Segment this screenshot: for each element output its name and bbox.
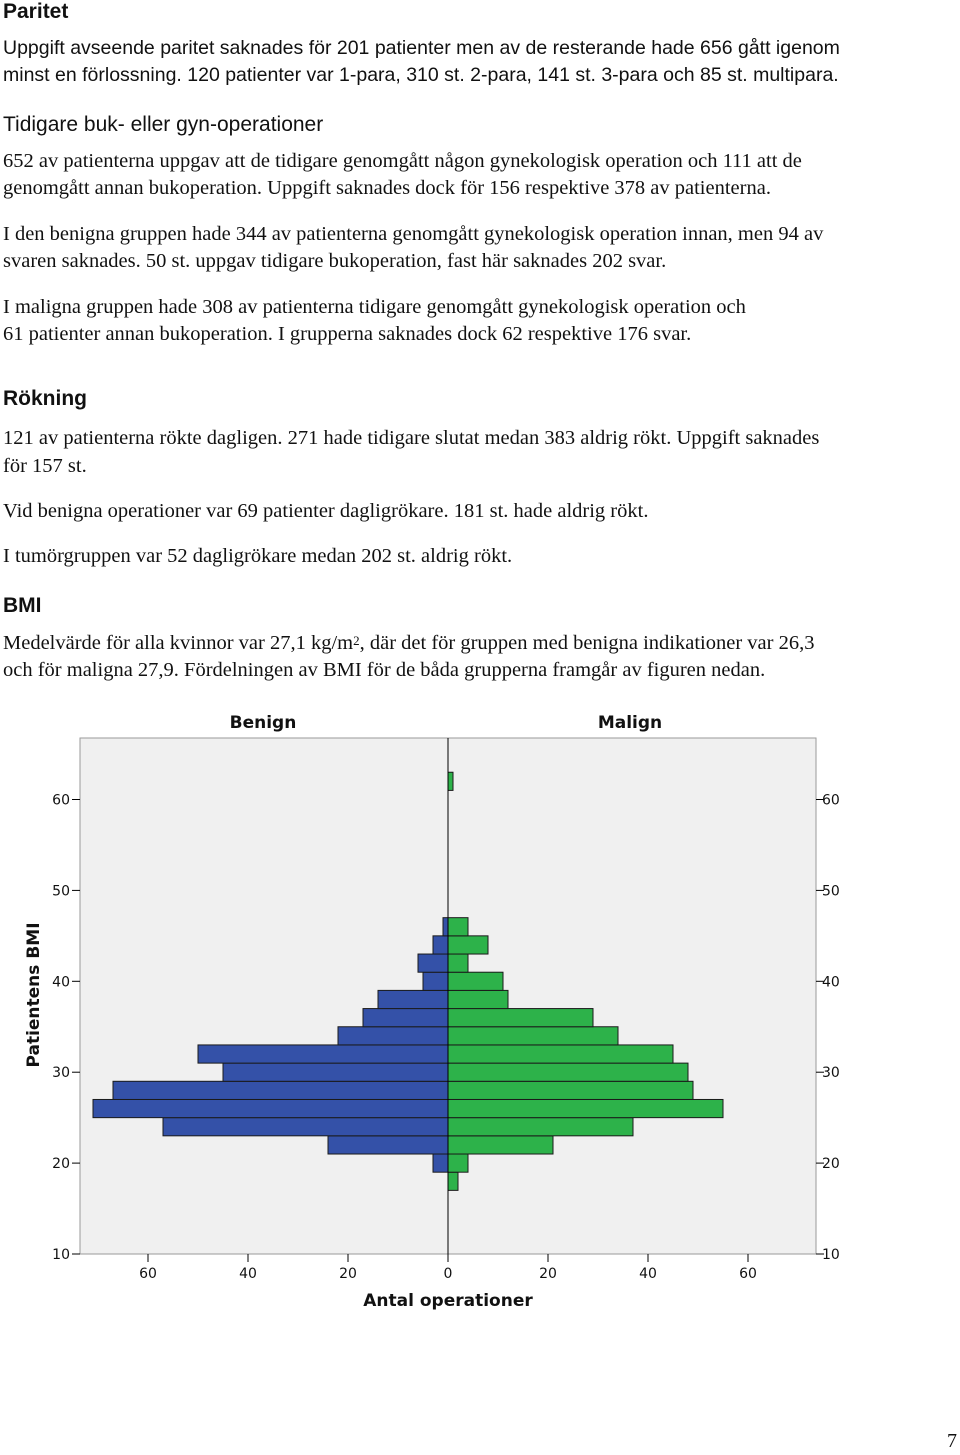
rokning-p3: I tumörgruppen var 52 dagligrökare medan 202 st. aldrig rökt.	[3, 545, 513, 567]
y-tick-label-right-20: 20	[822, 1156, 840, 1173]
paritet-line-2: minst en förlossning. 120 patienter var 1-para, 310 st. 2-para, 141 st. 3-para och 85 st. multipara.	[3, 64, 839, 86]
tidigare-p3-line-2: 61 patienter annan bukoperation. I grupperna saknades dock 62 respektive 176 svar.	[3, 323, 692, 345]
rokning-p1-line-1: 121 av patienterna rökte dagligen. 271 hade tidigare slutat medan 383 aldrig rökt. Uppgift saknades	[3, 427, 820, 449]
bar-benign-25	[93, 1099, 448, 1117]
panel-title-benign: Benign	[229, 713, 297, 733]
y-tick-label-left-30: 30	[52, 1065, 70, 1082]
bar-malign-17	[448, 1172, 458, 1190]
tidigare-p3-line-1: I maligna gruppen hade 308 av patienterna tidigare genomgått gynekologisk operation och	[3, 296, 746, 318]
bar-benign-39	[423, 972, 448, 990]
bmi-p1-line-2: och för maligna 27,9. Fördelningen av BMI för de båda grupperna framgår av figuren nedan.	[3, 659, 766, 681]
y-tick-label-right-60: 60	[822, 792, 840, 809]
bar-benign-31	[198, 1045, 448, 1063]
bar-malign-29	[448, 1063, 688, 1081]
x-tick-label-4: 20	[539, 1266, 557, 1282]
bar-benign-27	[113, 1081, 448, 1099]
bar-benign-45	[443, 918, 448, 936]
y-tick-label-left-10: 10	[52, 1247, 70, 1263]
x-tick-label-6: 60	[739, 1266, 757, 1282]
bar-malign-31	[448, 1045, 673, 1063]
bar-malign-19	[448, 1154, 468, 1172]
x-axis-label: Antal operationer	[363, 1291, 533, 1311]
bar-benign-41	[418, 954, 448, 972]
heading-bmi: BMI	[3, 594, 42, 617]
x-tick-label-1: 40	[239, 1266, 257, 1282]
x-tick-label-5: 40	[639, 1266, 657, 1282]
x-tick-label-0: 60	[139, 1266, 157, 1282]
tidigare-p1-line-2: genomgått annan bukoperation. Uppgift saknades dock för 156 respektive 378 av patienterna.	[3, 177, 771, 199]
bar-malign-35	[448, 1009, 593, 1027]
y-tick-label-right-50: 50	[822, 883, 840, 900]
heading-rokning: Rökning	[3, 387, 87, 410]
y-tick-label-left-60: 60	[52, 792, 70, 809]
y-tick-label-right-10: 10	[822, 1247, 840, 1263]
bar-malign-23	[448, 1118, 633, 1136]
page-number: 7	[947, 1430, 957, 1452]
bar-benign-23	[163, 1118, 448, 1136]
bmi-p1-after: , där det för gruppen med benigna indikationer var 26,3	[359, 632, 815, 654]
tidigare-p1-line-1: 652 av patienterna uppgav att de tidigare genomgått någon gynekologisk operation och 111 att de	[3, 150, 802, 172]
heading-tidigare: Tidigare buk- eller gyn-operationer	[3, 113, 324, 136]
heading-paritet: Paritet	[3, 0, 69, 23]
bar-malign-43	[448, 936, 488, 954]
bar-malign-41	[448, 954, 468, 972]
x-tick-label-2: 20	[339, 1266, 357, 1282]
bar-malign-27	[448, 1081, 693, 1099]
x-tick-label-3: 0	[443, 1266, 453, 1282]
y-tick-label-left-20: 20	[52, 1156, 70, 1173]
bar-benign-21	[328, 1136, 448, 1154]
rokning-p2: Vid benigna operationer var 69 patienter dagligrökare. 181 st. hade aldrig rökt.	[3, 500, 649, 522]
bar-benign-33	[338, 1027, 448, 1045]
y-tick-label-left-40: 40	[52, 974, 70, 991]
bar-malign-39	[448, 972, 503, 990]
rokning-p1-line-2: för 157 st.	[3, 455, 87, 477]
bmi-p1-sup: 2	[353, 633, 360, 648]
bmi-p1-before: Medelvärde för alla kvinnor var 27,1 kg/m	[3, 632, 354, 654]
y-axis-label: Patientens BMI	[24, 922, 44, 1068]
bar-malign-25	[448, 1099, 723, 1117]
bar-malign-61	[448, 772, 453, 790]
y-tick-label-right-40: 40	[822, 974, 840, 991]
bar-benign-35	[363, 1009, 448, 1027]
paritet-line-1: Uppgift avseende paritet saknades för 201 patienter men av de resterande hade 656 gått igenom	[3, 37, 840, 59]
bar-benign-19	[433, 1154, 448, 1172]
bar-benign-43	[433, 936, 448, 954]
y-tick-label-right-30: 30	[822, 1065, 840, 1082]
bar-malign-37	[448, 990, 508, 1008]
bmi-p1-line-1	[3, 630, 958, 657]
bar-malign-21	[448, 1136, 553, 1154]
bmi-pyramid-chart	[0, 700, 960, 1320]
tidigare-p2-line-2: svaren saknades. 50 st. uppgav tidigare bukoperation, fast här saknades 202 svar.	[3, 250, 667, 272]
bar-malign-33	[448, 1027, 618, 1045]
bar-malign-45	[448, 918, 468, 936]
bar-benign-37	[378, 990, 448, 1008]
bar-benign-29	[223, 1063, 448, 1081]
tidigare-p2-line-1: I den benigna gruppen hade 344 av patienterna genomgått gynekologisk operation innan, men 94 av	[3, 223, 824, 245]
panel-title-malign: Malign	[597, 713, 663, 733]
y-tick-label-left-50: 50	[52, 883, 70, 900]
